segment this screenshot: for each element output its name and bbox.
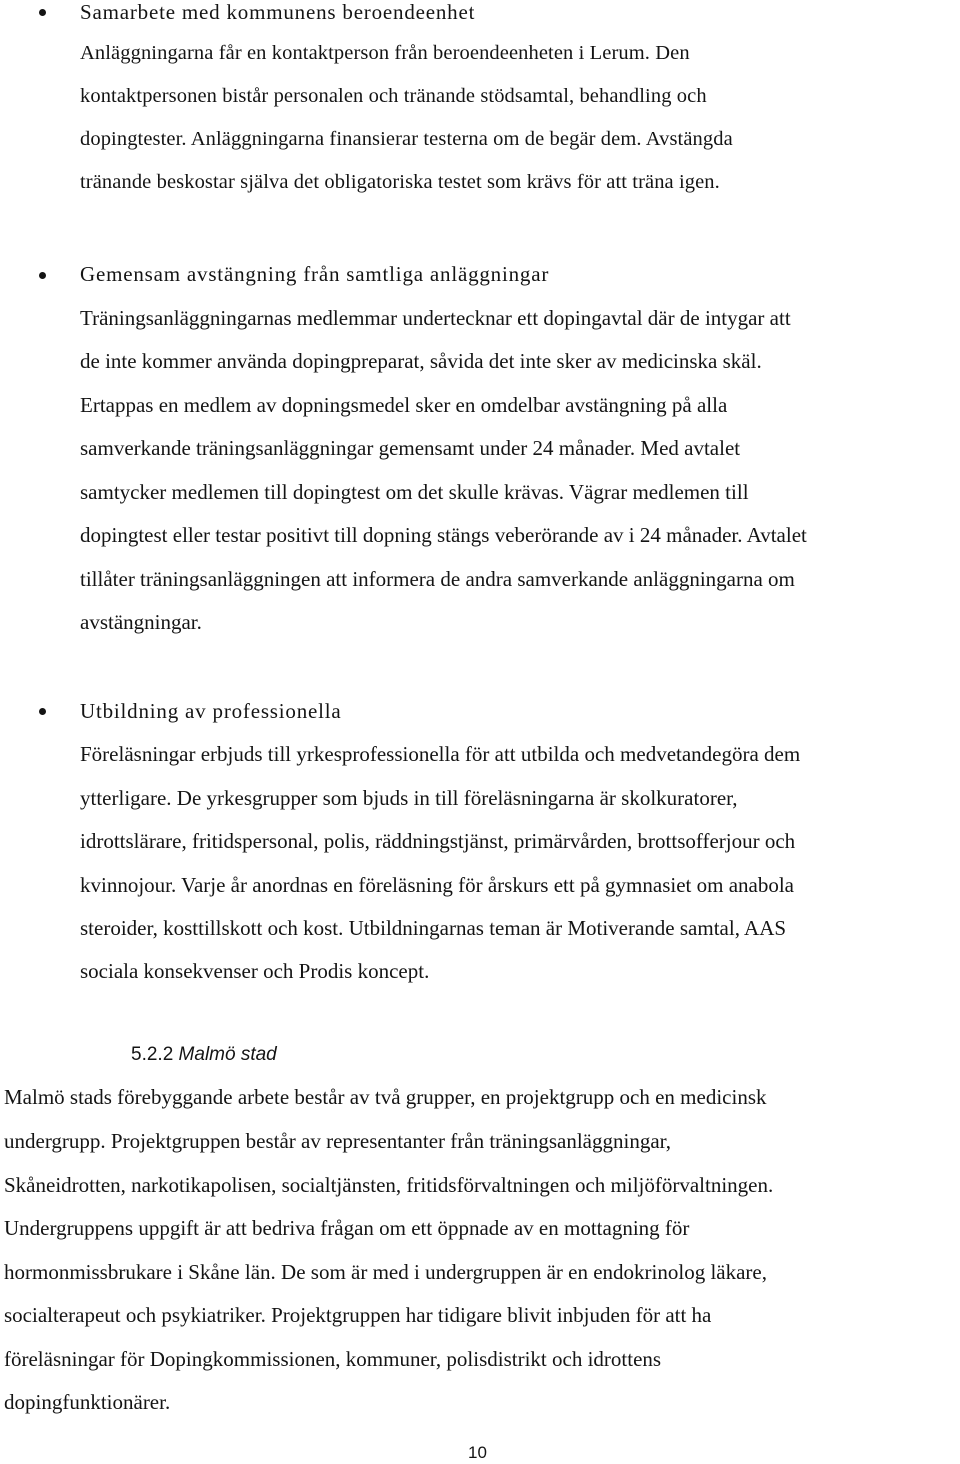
text-line: sociala konsekvenser och Prodis koncept. xyxy=(80,959,430,983)
text-line: ytterligare. De yrkesgrupper som bjuds in till föreläsningarna är skolkuratorer, xyxy=(80,786,738,810)
text-line: Träningsanläggningarnas medlemmar undertecknar ett dopingavtal där de intygar att xyxy=(80,306,791,330)
text-line: dopingtest eller testar positivt till dopning stängs veberörande av i 24 månader. Avtalet xyxy=(80,523,807,547)
text-line: idrottslärare, fritidspersonal, polis, räddningstjänst, primärvården, brottsofferjour och xyxy=(80,829,796,853)
text-line: Föreläsningar erbjuds till yrkesprofessionella för att utbilda och medvetandegöra dem xyxy=(80,742,801,766)
bullet-dot-icon xyxy=(39,9,46,16)
bullet-heading: Samarbete med kommunens beroendeenhet xyxy=(80,0,476,24)
bullet-dot-icon xyxy=(39,708,46,715)
text-line: samverkande träningsanläggningar gemensamt under 24 månader. Med avtalet xyxy=(80,436,741,460)
text-line: de inte kommer använda dopingpreparat, såvida det inte sker av medicinska skäl. xyxy=(80,349,762,373)
text-line: socialterapeut och psykiatriker. Projektgruppen har tidigare blivit inbjuden för att ha xyxy=(4,1303,712,1327)
text-line: Skåneidrotten, narkotikapolisen, socialtjänsten, fritidsförvaltningen och miljöförvaltningen. xyxy=(4,1173,774,1197)
text-line: avstängningar. xyxy=(80,610,202,634)
text-line: föreläsningar för Dopingkommissionen, kommuner, polisdistrikt och idrottens xyxy=(4,1347,662,1371)
bullet-dot-icon xyxy=(39,272,46,279)
section-title: Malmö stad xyxy=(178,1044,277,1065)
text-line: samtycker medlemen till dopingtest om det skulle krävas. Vägrar medlemen till xyxy=(80,480,749,504)
text-line: kvinnojour. Varje år anordnas en föreläsning för årskurs ett på gymnasiet om anabola xyxy=(80,873,794,897)
page-number: 10 xyxy=(468,1443,487,1462)
text-line: Ertappas en medlem av dopningsmedel sker en omdelbar avstängning på alla xyxy=(80,393,728,417)
text-line: tränande beskostar själva det obligatoriska testet som krävs för att träna igen. xyxy=(80,171,720,193)
text-line: dopingtester. Anläggningarna finansierar testerna om de begär dem. Avstängda xyxy=(80,128,733,150)
bullet-heading: Utbildning av professionella xyxy=(80,699,342,723)
text-line: Undergruppens uppgift är att bedriva frågan om ett öppnade av en mottagning för xyxy=(4,1216,690,1240)
text-line: kontaktpersonen bistår personalen och tränande stödsamtal, behandling och xyxy=(80,85,707,107)
text-line: tillåter träningsanläggningen att informera de andra samverkande anläggningarna om xyxy=(80,567,795,591)
text-line: Malmö stads förebyggande arbete består av två grupper, en projektgrupp och en medicinsk xyxy=(4,1085,767,1109)
text-line: undergrupp. Projektgruppen består av representanter från träningsanläggningar, xyxy=(4,1129,672,1153)
text-line: hormonmissbrukare i Skåne län. De som är med i undergruppen är en endokrinolog läkare, xyxy=(4,1260,767,1284)
text-line: steroider, kosttillskott och kost. Utbildningarnas teman är Motiverande samtal, AAS xyxy=(80,916,787,940)
bullet-heading: Gemensam avstängning från samtliga anläggningar xyxy=(80,262,550,286)
section-heading xyxy=(131,1044,277,1066)
section-number: 5.2.2 xyxy=(131,1044,174,1065)
text-line: dopingfunktionärer. xyxy=(4,1390,171,1414)
text-line: Anläggningarna får en kontaktperson från beroendeenheten i Lerum. Den xyxy=(80,42,690,64)
